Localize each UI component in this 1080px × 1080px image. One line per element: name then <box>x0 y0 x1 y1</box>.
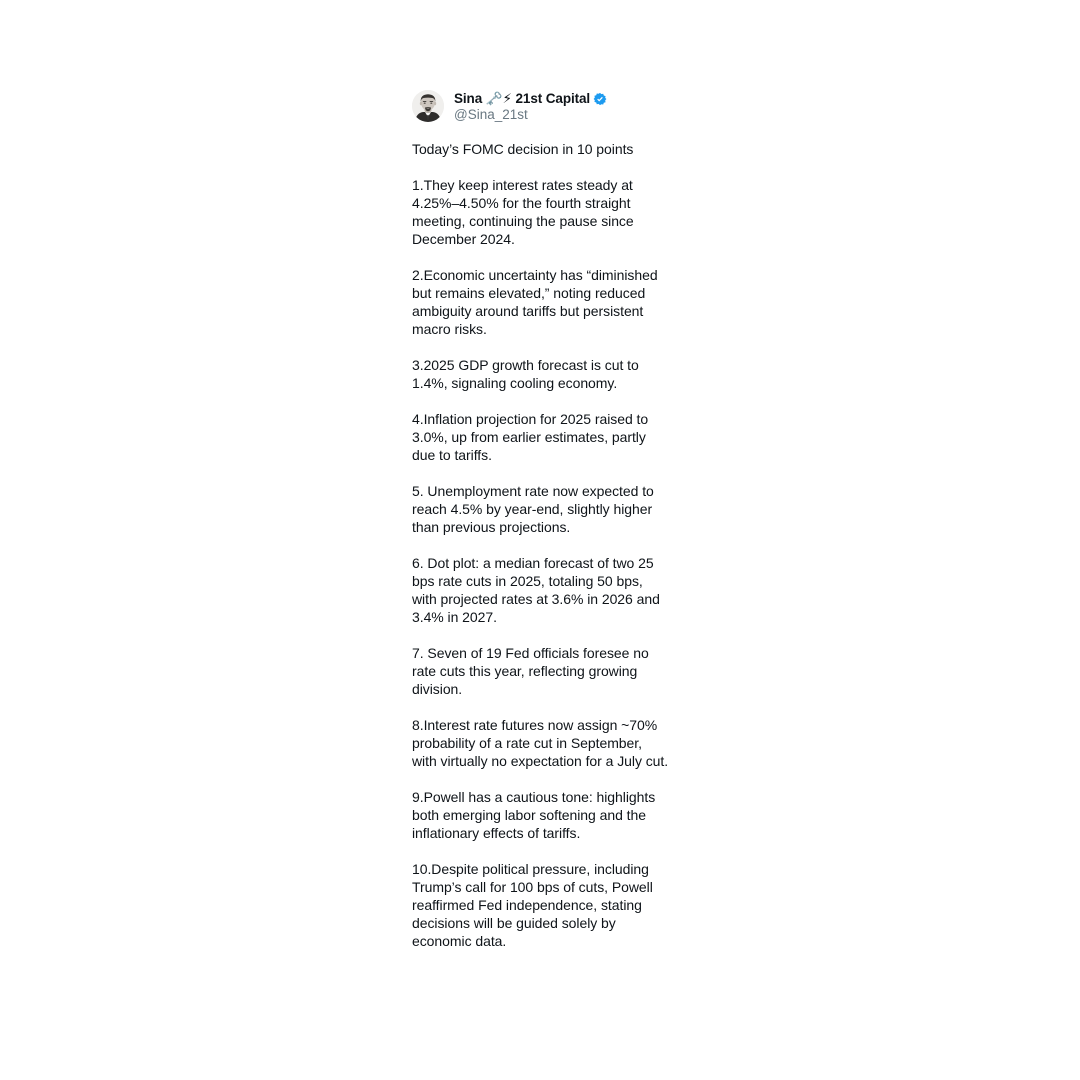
tweet-paragraph: 5. Unemployment rate now expected to reach 4.5% by year-end, slightly higher than previous projections. <box>412 483 654 535</box>
tweet-body-text <box>412 140 670 950</box>
tweet-paragraph: Today’s FOMC decision in 10 points <box>412 141 634 157</box>
tweet-paragraph: 10.Despite political pressure, including Trump’s call for 100 bps of cuts, Powell reaffirmed Fed independence, stating decisions will be guided solely by economic data. <box>412 861 653 949</box>
tweet-paragraph: 1.They keep interest rates steady at 4.25%–4.50% for the fourth straight meeting, continuing the pause since December 2024. <box>412 177 634 247</box>
tweet-paragraph: 9.Powell has a cautious tone: highlights both emerging labor softening and the inflationary effects of tariffs. <box>412 789 656 841</box>
tweet-paragraph: 8.Interest rate futures now assign ~70% probability of a rate cut in September, with virtually no expectation for a July cut. <box>412 717 669 769</box>
tweet-paragraph: 6. Dot plot: a median forecast of two 25 bps rate cuts in 2025, totaling 50 bps, with projected rates at 3.6% in 2026 and 3.4% in 2027. <box>412 555 660 625</box>
tweet-paragraph: 4.Inflation projection for 2025 raised to 3.0%, up from earlier estimates, partly due to tariffs. <box>412 411 649 463</box>
author-block <box>454 90 607 123</box>
tweet-card <box>412 90 670 950</box>
tweet-paragraph: 3.2025 GDP growth forecast is cut to 1.4%, signaling cooling economy. <box>412 357 639 391</box>
avatar[interactable] <box>412 90 444 122</box>
tweet-header <box>412 90 670 123</box>
author-handle[interactable]: @Sina_21st <box>454 107 528 122</box>
tweet-paragraph: 7. Seven of 19 Fed officials foresee no rate cuts this year, reflecting growing division. <box>412 645 649 697</box>
verified-badge-icon <box>593 92 607 106</box>
avatar-portrait-image <box>412 90 444 122</box>
author-name[interactable]: Sina 🗝️⚡ 21st Capital <box>454 91 591 106</box>
tweet-paragraph: 2.Economic uncertainty has “diminished but remains elevated,” noting reduced ambiguity around tariffs but persistent macro risks. <box>412 267 658 337</box>
